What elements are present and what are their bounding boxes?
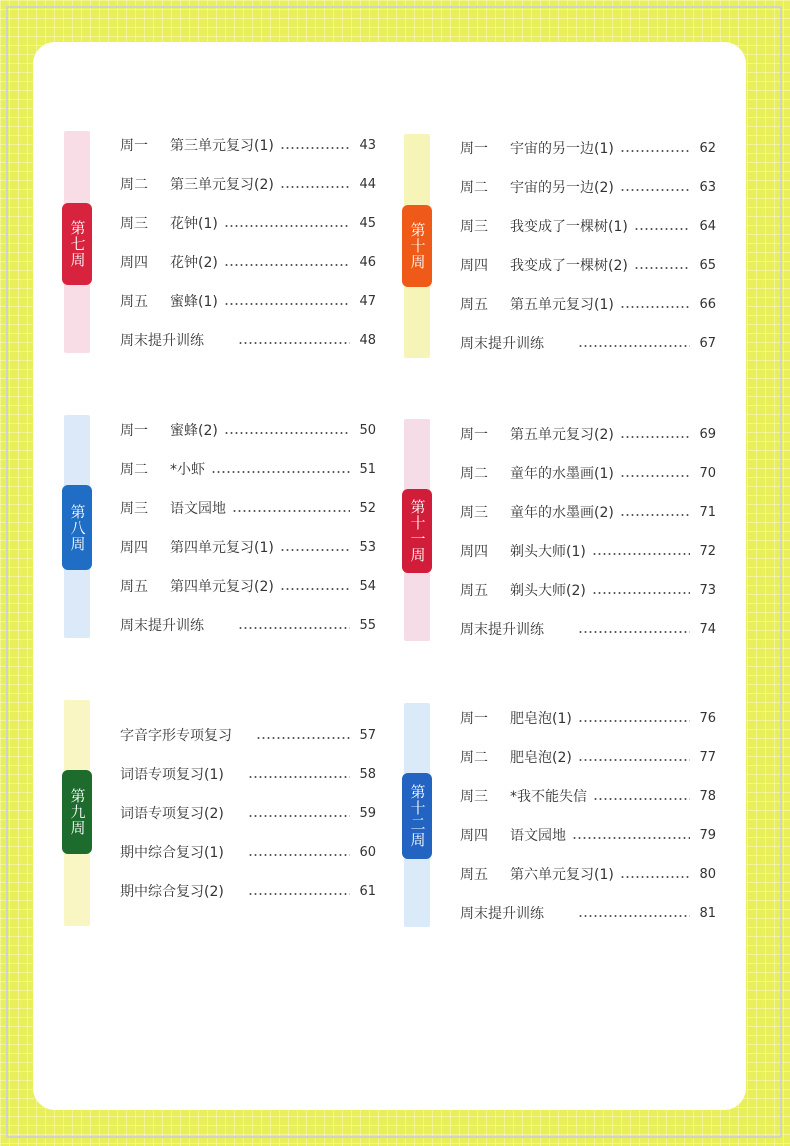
toc-entry-page: 65 (699, 257, 716, 273)
toc-entry-title: 肥皂泡(1) (510, 711, 572, 727)
toc-entry-day: 周一 (460, 427, 488, 443)
toc-entry-page: 57 (359, 727, 376, 743)
toc-entry-page: 76 (699, 710, 716, 726)
toc-entry-page: 74 (699, 621, 716, 637)
dot-leader (248, 776, 350, 778)
toc-entry[interactable] (120, 497, 376, 519)
toc-entry-page: 67 (699, 335, 716, 351)
toc-entry[interactable] (120, 458, 376, 480)
toc-entry-page: 78 (699, 788, 716, 804)
toc-entry[interactable] (460, 176, 716, 198)
dot-leader (224, 303, 350, 305)
dot-leader (256, 737, 350, 739)
toc-entry[interactable] (460, 462, 716, 484)
toc-entry[interactable] (460, 215, 716, 237)
dot-leader (280, 588, 350, 590)
toc-entry-page: 59 (359, 805, 376, 821)
toc-entry[interactable] (460, 618, 716, 640)
toc-entry-page: 48 (359, 332, 376, 348)
dot-leader (578, 915, 690, 917)
toc-entry[interactable] (460, 501, 716, 523)
toc-entry-title: 周末提升训练 (460, 336, 544, 352)
toc-entry[interactable] (460, 824, 716, 846)
toc-entry-title: 字音字形专项复习 (120, 728, 232, 744)
week-badge: 第十一周 (402, 489, 432, 573)
toc-entry-title: 童年的水墨画(1) (510, 466, 614, 482)
toc-entry-page: 60 (359, 844, 376, 860)
toc-entry-page: 71 (699, 504, 716, 520)
toc-entry-day: 周四 (460, 258, 488, 274)
toc-entry-day: 周二 (120, 462, 148, 478)
dot-leader (578, 631, 690, 633)
dot-leader (620, 189, 690, 191)
dot-leader (224, 264, 350, 266)
toc-entry-day: 周一 (460, 711, 488, 727)
toc-entry-page: 50 (359, 422, 376, 438)
toc-entry-title: 周末提升训练 (120, 618, 204, 634)
toc-entry-day: 周三 (120, 501, 148, 517)
toc-entry-title: 第六单元复习(1) (510, 867, 614, 883)
toc-entry[interactable] (120, 419, 376, 441)
toc-entry[interactable] (460, 902, 716, 924)
toc-entry-title: 语文园地 (510, 828, 566, 844)
toc-entry-page: 61 (359, 883, 376, 899)
toc-entry-title: 第四单元复习(1) (170, 540, 274, 556)
toc-entry-day: 周五 (120, 294, 148, 310)
dot-leader (620, 306, 690, 308)
toc-entry[interactable] (120, 880, 376, 902)
toc-entry[interactable] (460, 746, 716, 768)
toc-entry-title: 蜜蜂(1) (170, 294, 218, 310)
toc-entry-title: 周末提升训练 (120, 333, 204, 349)
toc-entry[interactable] (120, 212, 376, 234)
toc-entry-title: 第三单元复习(2) (170, 177, 274, 193)
toc-entry-day: 周一 (120, 423, 148, 439)
dot-leader (592, 592, 690, 594)
toc-entry-day: 周三 (460, 219, 488, 235)
dot-leader (280, 147, 350, 149)
toc-entry[interactable] (460, 863, 716, 885)
dot-leader (232, 510, 350, 512)
toc-entry-title: 花钟(1) (170, 216, 218, 232)
toc-entry-title: 周末提升训练 (460, 906, 544, 922)
toc-entry-page: 55 (359, 617, 376, 633)
week-badge: 第九周 (62, 770, 92, 854)
toc-entry-day: 周二 (460, 750, 488, 766)
toc-entry-title: 剃头大师(2) (510, 583, 586, 599)
toc-entry[interactable] (120, 724, 376, 746)
toc-entry-day: 周一 (120, 138, 148, 154)
dot-leader (211, 471, 350, 473)
toc-entry-day: 周四 (120, 540, 148, 556)
toc-entry-title: 词语专项复习(1) (120, 767, 224, 783)
toc-entry[interactable] (460, 332, 716, 354)
toc-entry[interactable] (120, 841, 376, 863)
toc-entry-title: 周末提升训练 (460, 622, 544, 638)
toc-entry[interactable] (460, 785, 716, 807)
toc-entry-day: 周三 (120, 216, 148, 232)
toc-entry-title: 肥皂泡(2) (510, 750, 572, 766)
toc-entry-title: 剃头大师(1) (510, 544, 586, 560)
toc-entry-title: *小虾 (170, 462, 205, 478)
toc-entry-title: *我不能失信 (510, 789, 587, 805)
toc-entry-day: 周五 (460, 297, 488, 313)
toc-entry-page: 58 (359, 766, 376, 782)
dot-leader (578, 759, 690, 761)
toc-entry-title: 花钟(2) (170, 255, 218, 271)
toc-entry-page: 72 (699, 543, 716, 559)
dot-leader (620, 514, 690, 516)
dot-leader (620, 150, 690, 152)
dot-leader (620, 475, 690, 477)
toc-entry-page: 54 (359, 578, 376, 594)
toc-entry-title: 第五单元复习(1) (510, 297, 614, 313)
toc-entry-page: 80 (699, 866, 716, 882)
toc-entry-page: 53 (359, 539, 376, 555)
dot-leader (248, 854, 350, 856)
toc-entry[interactable] (120, 134, 376, 156)
toc-entry-title: 期中综合复习(1) (120, 845, 224, 861)
toc-entry-day: 周五 (460, 583, 488, 599)
dot-leader (592, 553, 690, 555)
toc-entry[interactable] (460, 579, 716, 601)
toc-entry[interactable] (460, 137, 716, 159)
dot-leader (280, 549, 350, 551)
toc-entry-page: 47 (359, 293, 376, 309)
toc-entry-title: 第三单元复习(1) (170, 138, 274, 154)
dot-leader (634, 228, 690, 230)
toc-entry-day: 周四 (120, 255, 148, 271)
dot-leader (572, 837, 690, 839)
toc-entry[interactable] (120, 251, 376, 273)
toc-entry[interactable] (120, 329, 376, 351)
toc-entry-page: 51 (359, 461, 376, 477)
week-badge: 第十周 (402, 205, 432, 287)
dot-leader (620, 436, 690, 438)
toc-entry-title: 我变成了一棵树(2) (510, 258, 628, 274)
toc-entry[interactable] (120, 290, 376, 312)
toc-entry[interactable] (460, 540, 716, 562)
toc-entry[interactable] (120, 763, 376, 785)
toc-entry-day: 周五 (120, 579, 148, 595)
week-badge: 第七周 (62, 203, 92, 285)
toc-entry-day: 周三 (460, 789, 488, 805)
week-badge: 第十二周 (402, 773, 432, 859)
toc-entry-title: 语文园地 (170, 501, 226, 517)
toc-entry[interactable] (120, 173, 376, 195)
dot-leader (248, 893, 350, 895)
toc-entry-day: 周一 (460, 141, 488, 157)
toc-entry-page: 66 (699, 296, 716, 312)
toc-entry-page: 52 (359, 500, 376, 516)
toc-entry-day: 周二 (460, 466, 488, 482)
toc-entry-day: 周二 (120, 177, 148, 193)
toc-entry-title: 宇宙的另一边(2) (510, 180, 614, 196)
toc-entry-title: 蜜蜂(2) (170, 423, 218, 439)
dot-leader (634, 267, 690, 269)
toc-entry-page: 63 (699, 179, 716, 195)
dot-leader (578, 345, 690, 347)
toc-entry[interactable] (460, 423, 716, 445)
toc-entry-day: 周四 (460, 544, 488, 560)
toc-entry[interactable] (120, 802, 376, 824)
toc-entry-page: 45 (359, 215, 376, 231)
toc-entry-day: 周二 (460, 180, 488, 196)
toc-entry-title: 词语专项复习(2) (120, 806, 224, 822)
dot-leader (238, 342, 350, 344)
toc-entry-page: 77 (699, 749, 716, 765)
toc-entry-page: 69 (699, 426, 716, 442)
dot-leader (593, 798, 690, 800)
dot-leader (224, 225, 350, 227)
toc-entry-page: 62 (699, 140, 716, 156)
dot-leader (224, 432, 350, 434)
toc-entry-title: 童年的水墨画(2) (510, 505, 614, 521)
toc-entry-day: 周四 (460, 828, 488, 844)
toc-entry[interactable] (460, 707, 716, 729)
toc-entry-title: 我变成了一棵树(1) (510, 219, 628, 235)
toc-entry-page: 44 (359, 176, 376, 192)
toc-entry-title: 期中综合复习(2) (120, 884, 224, 900)
toc-entry-page: 81 (699, 905, 716, 921)
toc-entry-title: 第五单元复习(2) (510, 427, 614, 443)
toc-entry[interactable] (120, 536, 376, 558)
toc-entry-title: 第四单元复习(2) (170, 579, 274, 595)
toc-entry-page: 73 (699, 582, 716, 598)
toc-entry-page: 43 (359, 137, 376, 153)
toc-entry[interactable] (460, 254, 716, 276)
toc-entry-page: 46 (359, 254, 376, 270)
dot-leader (620, 876, 690, 878)
toc-entry-page: 70 (699, 465, 716, 481)
toc-entry-day: 周三 (460, 505, 488, 521)
dot-leader (280, 186, 350, 188)
week-badge: 第八周 (62, 485, 92, 570)
dot-leader (248, 815, 350, 817)
toc-entry[interactable] (460, 293, 716, 315)
toc-entry-page: 64 (699, 218, 716, 234)
dot-leader (238, 627, 350, 629)
toc-entry-page: 79 (699, 827, 716, 843)
toc-entry-title: 宇宙的另一边(1) (510, 141, 614, 157)
toc-entry-day: 周五 (460, 867, 488, 883)
dot-leader (578, 720, 690, 722)
toc-entry[interactable] (120, 614, 376, 636)
toc-entry[interactable] (120, 575, 376, 597)
